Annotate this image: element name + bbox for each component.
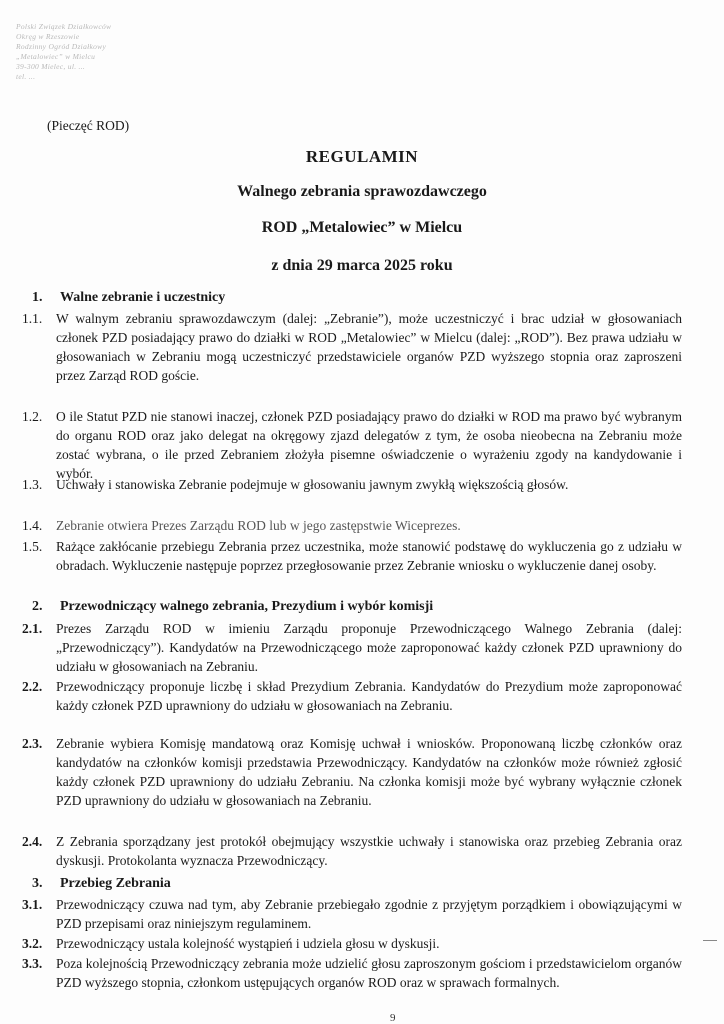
list-item: [22, 619, 682, 676]
item-number: 1.1.: [22, 311, 43, 326]
garden-name: ROD „Metalowiec” w Mielcu: [261, 219, 463, 236]
item-text: Prezes Zarządu ROD w imieniu Zarządu proponuje Przewodniczącego Walnego Zebrania (dalej: „Przewodniczący”). Kandydatów na Przewodniczącego może zaproponować każdy członek PZD uprawniony do udziału w głosowaniach na Zebraniu.: [56, 621, 682, 674]
stamp-line: Okręg w Rzeszowie: [16, 32, 80, 41]
section-heading: [32, 876, 171, 892]
item-number: 2.4.: [22, 834, 43, 849]
stamp-line: „Metalowiec” w Mielcu: [16, 52, 96, 61]
item-text: Przewodniczący ustala kolejność wystąpień i udziela głosu w dyskusji.: [56, 936, 440, 951]
item-text: W walnym zebraniu sprawozdawczym (dalej: „Zebranie”), może uczestniczyć i brac udział w głosowaniach członek PZD posiadający prawo do działki w ROD „Metalowiec” w Mielcu (dalej: „ROD”). Bez prawa udziału w głosowaniach w Zebraniu mogą uczestniczyć przedstawiciele organów PZD wyższego stopnia oraz zaproszeni przez Zarząd ROD goście.: [56, 311, 682, 383]
section-title: Walne zebranie i uczestnicy: [60, 290, 226, 305]
stamp-note: (Pieczęć ROD): [47, 118, 130, 133]
list-item: [22, 516, 682, 535]
item-text: O ile Statut PZD nie stanowi inaczej, członek PZD posiadający prawo do działki w ROD ma prawo być wybranym do organu ROD oraz jako delegat na okręgowy zjazd delegatów z tym, że osoba nieobecna na Zebraniu może zostać wybrana, o ile przed Zebraniem złożyła pisemne oświadczenie o wyrażeniu zgody na kandydowanie i wybór.: [56, 409, 682, 481]
document-subtitle: Walnego zebrania sprawozdawczego: [237, 183, 487, 200]
stamp-line: 39-300 Mielec, ul. ...: [16, 62, 86, 71]
section-title: Przebieg Zebrania: [60, 876, 171, 891]
page-number: 9: [390, 1012, 396, 1024]
item-text: Z Zebrania sporządzany jest protokół obejmujący wszystkie uchwały i stanowiska oraz przebieg Zebrania oraz dyskusji. Protokolanta wyznacza Przewodniczący.: [56, 834, 682, 868]
item-number: 1.4.: [22, 518, 43, 533]
list-item: [22, 475, 682, 494]
section-number: 3.: [32, 876, 43, 891]
list-item: [22, 895, 682, 933]
item-number: 3.1.: [22, 897, 43, 912]
item-number: 2.3.: [22, 736, 43, 751]
item-text: Rażące zakłócanie przebiegu Zebrania przez uczestnika, może stanowić podstawę do wykluczenia go z udziału w obradach. Wykluczenie następuje poprzez przegłosowanie przez Zebranie wniosku o wykluczenie danej osoby.: [56, 539, 682, 573]
section-heading: [32, 290, 225, 306]
list-item: [22, 407, 682, 483]
stamp-line: Polski Związek Działkowców: [16, 22, 112, 31]
list-item: [22, 537, 682, 575]
item-text: Przewodniczący czuwa nad tym, aby Zebranie przebiegało zgodnie z przyjętym porządkiem i obowiązującymi w PZD przepisami oraz niniejszym regulaminem.: [56, 897, 682, 931]
margin-mark: [703, 940, 717, 941]
document-date: z dnia 29 marca 2025 roku: [271, 257, 453, 274]
item-number: 2.2.: [22, 679, 43, 694]
item-text: Zebranie otwiera Prezes Zarządu ROD lub w jego zastępstwie Wiceprezes.: [56, 518, 461, 533]
section-heading: [32, 599, 433, 615]
list-item: [22, 677, 682, 715]
section-number: 2.: [32, 599, 43, 614]
stamp-line: Rodzinny Ogród Działkowy: [16, 42, 107, 51]
item-number: 2.1.: [22, 621, 43, 636]
item-number: 3.2.: [22, 936, 43, 951]
item-text: Przewodniczący proponuje liczbę i skład Prezydium Zebrania. Kandydatów do Prezydium może zaproponować każdy członek PZD uprawniony do udziału w głosowaniach na Zebraniu.: [56, 679, 682, 713]
list-item: [22, 934, 682, 953]
stamp-line: tel. ...: [16, 72, 36, 81]
item-text: Uchwały i stanowiska Zebranie podejmuje w głosowaniu jawnym zwykłą większością głosów.: [56, 477, 569, 492]
item-number: 1.3.: [22, 477, 43, 492]
item-number: 1.5.: [22, 539, 43, 554]
rod-stamp: [16, 22, 216, 82]
item-text: Poza kolejnością Przewodniczący zebrania może udzielić głosu zaproszonym gościom i przedstawicielom organów PZD wyższego stopnia, członkom ustępujących organów ROD oraz w sprawach formalnych.: [56, 956, 682, 990]
list-item: [22, 734, 682, 810]
item-text: Zebranie wybiera Komisję mandatową oraz Komisję uchwał i wniosków. Proponowaną liczbę członków oraz kandydatów na członków komisji przedstawia Przewodniczący. Kandydatów na członków może również zgłosić każdy członek PZD uprawniony do udziału Zebraniu. Na członka komisji może być wybrany wyłącznie członek PZD uprawniony do udziału w głosowaniach na Zebraniu.: [56, 736, 682, 808]
list-item: [22, 954, 682, 992]
section-number: 1.: [32, 290, 43, 305]
document-title: REGULAMIN: [305, 147, 419, 166]
list-item: [22, 832, 682, 870]
list-item: [22, 309, 682, 385]
item-number: 3.3.: [22, 956, 43, 971]
item-number: 1.2.: [22, 409, 43, 424]
section-title: Przewodniczący walnego zebrania, Prezydium i wybór komisji: [60, 599, 434, 614]
